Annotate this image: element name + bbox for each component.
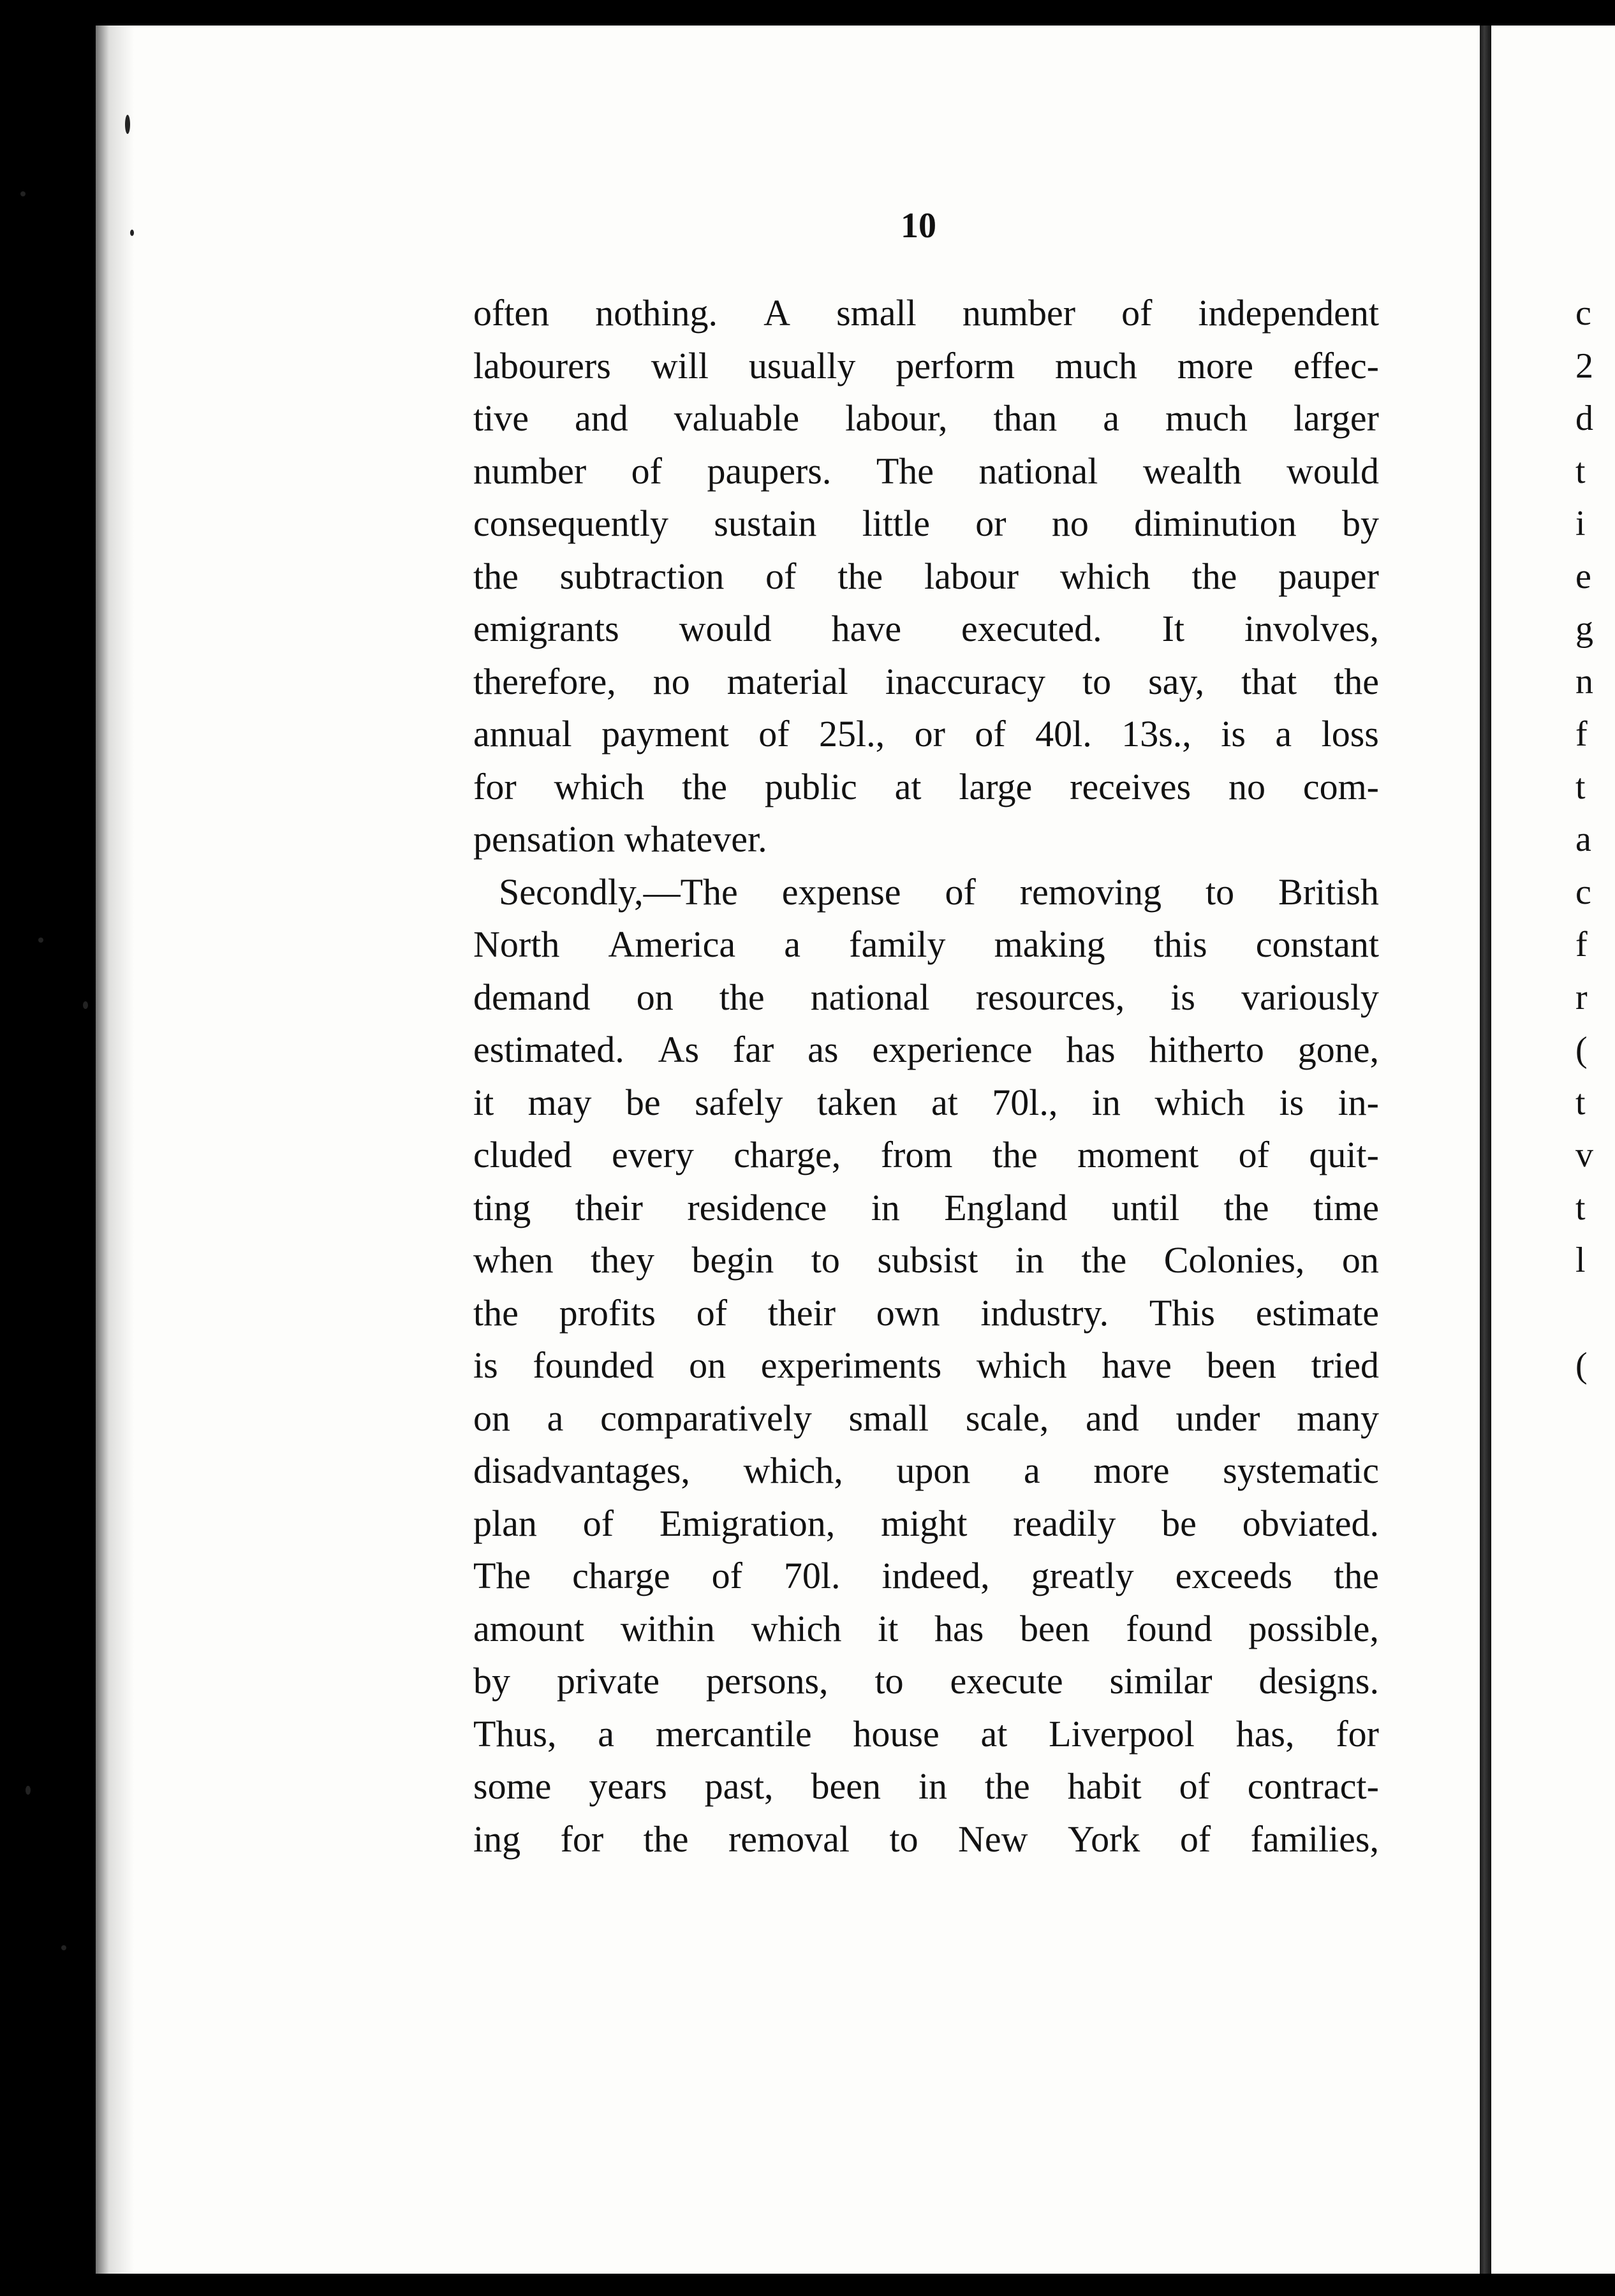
word: may	[527, 1081, 592, 1123]
word: making	[994, 924, 1105, 965]
word: at	[980, 1712, 1008, 1755]
word: mercantile	[655, 1712, 812, 1755]
word: within	[620, 1607, 715, 1649]
text-line	[473, 445, 1379, 498]
word: to	[874, 1660, 904, 1702]
word: charge,	[734, 1134, 841, 1175]
scan-speck	[83, 1001, 88, 1009]
word: perform	[896, 344, 1015, 386]
word: tried	[1311, 1344, 1379, 1386]
facing-page-fragment: c	[1575, 293, 1591, 333]
word: which	[751, 1607, 842, 1649]
facing-page-fragment	[1575, 1287, 1615, 1340]
word: receives	[1070, 765, 1191, 807]
text-line	[473, 1392, 1379, 1445]
page-number: 10	[901, 206, 936, 246]
facing-page-fragment: (	[1575, 1030, 1588, 1070]
word: small	[848, 1397, 929, 1439]
word: than	[993, 397, 1058, 439]
word: America	[608, 924, 736, 965]
word: obviated.	[1242, 1502, 1379, 1544]
text-line	[473, 761, 1379, 814]
facing-page-fragment: v	[1575, 1135, 1593, 1175]
facing-page-fragment: t	[1575, 451, 1586, 491]
facing-page-fragments	[1575, 287, 1615, 1392]
word: involves,	[1244, 608, 1379, 649]
word: national	[978, 450, 1098, 492]
word: independent	[1198, 292, 1379, 334]
word: 40l.	[1035, 713, 1092, 754]
facing-page-fragment: i	[1575, 504, 1586, 543]
text-line: pensation whatever.	[473, 818, 767, 860]
word: Liverpool	[1049, 1712, 1195, 1755]
word: large	[959, 765, 1033, 807]
word: private	[556, 1660, 660, 1702]
word: begin	[691, 1239, 774, 1281]
word: annual	[473, 713, 572, 754]
word: or	[975, 503, 1007, 544]
word: gone,	[1297, 1029, 1379, 1070]
word: some	[473, 1765, 552, 1807]
facing-page-fragment: c	[1575, 872, 1591, 912]
word: more	[1177, 344, 1253, 386]
word: on	[636, 976, 674, 1018]
word: a	[784, 924, 800, 965]
word: a	[1103, 397, 1120, 439]
text-line	[473, 1603, 1379, 1656]
text-line	[473, 708, 1379, 761]
text-line	[473, 866, 1379, 919]
word: experience	[872, 1029, 1033, 1070]
scan-speck	[130, 230, 134, 236]
word: the	[473, 555, 519, 597]
word: their	[575, 1186, 643, 1228]
word: by	[473, 1660, 510, 1702]
text-line	[473, 497, 1379, 550]
word: subtraction	[559, 555, 725, 597]
word: of	[1179, 1818, 1211, 1860]
word: 25l.,	[819, 713, 885, 754]
word: for	[560, 1818, 604, 1860]
word: 13s.,	[1121, 713, 1191, 754]
word: The	[876, 450, 934, 492]
word: own	[876, 1292, 940, 1334]
word: number	[962, 292, 1076, 334]
word: no	[653, 660, 690, 702]
word: cluded	[473, 1134, 572, 1175]
page-edge-shadow	[96, 26, 134, 2274]
word: has,	[1235, 1712, 1295, 1755]
word: Thus,	[473, 1712, 557, 1755]
text-line	[473, 340, 1379, 393]
text-line	[473, 550, 1379, 603]
word: subsist	[877, 1239, 978, 1281]
word: the	[992, 1134, 1038, 1175]
word: at	[931, 1081, 958, 1123]
word: which	[554, 765, 645, 807]
text-line	[473, 656, 1379, 709]
word: from	[880, 1134, 953, 1175]
word: plan	[473, 1502, 537, 1544]
word: is	[1221, 713, 1246, 754]
word: residence	[687, 1186, 827, 1228]
facing-page-fragment: e	[1575, 556, 1591, 596]
word: it	[878, 1607, 899, 1649]
word: to	[811, 1239, 840, 1281]
word: valuable	[674, 397, 800, 439]
word: therefore,	[473, 660, 616, 702]
word: material	[726, 660, 848, 702]
word: in	[1015, 1239, 1044, 1281]
word: far	[732, 1029, 774, 1070]
word: of	[711, 1555, 742, 1596]
word: constant	[1255, 924, 1379, 965]
word: a	[598, 1712, 615, 1755]
word: public	[764, 765, 857, 807]
word: the	[837, 555, 883, 597]
word: a	[1023, 1450, 1040, 1491]
word: payment	[601, 713, 729, 754]
word: the	[984, 1765, 1030, 1807]
facing-page-fragment: t	[1575, 1188, 1586, 1228]
word: been	[811, 1765, 881, 1807]
word: this	[1153, 924, 1207, 965]
word: quit-	[1309, 1134, 1379, 1175]
word: comparatively	[600, 1397, 812, 1439]
word: founded	[533, 1344, 654, 1386]
word: upon	[896, 1450, 971, 1491]
word: no	[1228, 765, 1265, 807]
word: has	[1066, 1029, 1116, 1070]
word: the	[1334, 660, 1379, 702]
word: number	[473, 450, 587, 492]
word: greatly	[1031, 1555, 1134, 1596]
word: often	[473, 292, 550, 334]
word: Emigration,	[659, 1502, 836, 1544]
word: of	[765, 555, 797, 597]
word: is	[1279, 1081, 1304, 1123]
facing-page-fragment: r	[1575, 977, 1588, 1017]
word: ing	[473, 1818, 521, 1860]
text-line	[473, 603, 1379, 656]
word: past,	[704, 1765, 774, 1807]
word: of	[631, 450, 662, 492]
text-line	[473, 1287, 1379, 1340]
word: industry.	[980, 1292, 1109, 1334]
word: will	[651, 344, 709, 386]
text-line	[473, 1339, 1379, 1392]
text-line	[473, 1024, 1379, 1077]
word: loss	[1321, 713, 1379, 754]
word: removing	[1019, 871, 1162, 913]
word: of	[696, 1292, 728, 1334]
word: has	[934, 1607, 984, 1649]
word: of	[758, 713, 790, 754]
word: much	[1055, 344, 1137, 386]
text-line	[473, 1498, 1379, 1550]
word: ting	[473, 1186, 531, 1228]
word: larger	[1293, 397, 1379, 439]
body-text	[473, 287, 1379, 1866]
word: of	[975, 713, 1006, 754]
word: been	[1206, 1344, 1276, 1386]
word: nothing.	[595, 292, 718, 334]
word: similar	[1109, 1660, 1213, 1702]
word: they	[591, 1239, 654, 1281]
word: national	[810, 976, 930, 1018]
word: on	[1341, 1239, 1379, 1281]
text-line	[473, 1445, 1379, 1498]
word: moment	[1077, 1134, 1199, 1175]
facing-page-fragment: g	[1575, 609, 1593, 649]
word: the	[719, 976, 765, 1018]
word: emigrants	[473, 608, 619, 649]
word: England	[944, 1186, 1068, 1228]
facing-page-fragment: a	[1575, 820, 1591, 859]
word: would	[679, 608, 772, 649]
word: and	[574, 397, 628, 439]
word: it	[473, 1081, 494, 1123]
word: of	[1121, 292, 1153, 334]
word: when	[473, 1239, 554, 1281]
facing-page-fragment: 2	[1575, 346, 1593, 386]
word: in-	[1338, 1081, 1379, 1123]
word: the	[1191, 555, 1237, 597]
word: families,	[1250, 1818, 1379, 1860]
word: time	[1313, 1186, 1379, 1228]
word: by	[1341, 503, 1379, 544]
word: estimated.	[473, 1029, 624, 1070]
word: much	[1165, 397, 1248, 439]
word: sustain	[714, 503, 817, 544]
word: have	[1102, 1344, 1172, 1386]
word: diminution	[1134, 503, 1297, 544]
word: exceeds	[1175, 1555, 1293, 1596]
word: disadvantages,	[473, 1450, 690, 1491]
word: scale,	[965, 1397, 1049, 1439]
word: have	[831, 608, 902, 649]
word: experiments	[760, 1344, 942, 1386]
word: would	[1287, 450, 1379, 492]
word: the	[473, 1292, 519, 1334]
text-line	[473, 1182, 1379, 1235]
facing-page-fragment: (	[1575, 1346, 1588, 1385]
word: be	[1161, 1502, 1197, 1544]
scan-speck	[38, 938, 43, 943]
word: Colonies,	[1163, 1239, 1305, 1281]
word: taken	[816, 1081, 897, 1123]
word: in	[1091, 1081, 1121, 1123]
word: their	[767, 1292, 836, 1334]
word: which	[976, 1344, 1067, 1386]
text-line	[473, 1655, 1379, 1708]
text-line	[473, 1129, 1379, 1182]
word: executed.	[961, 608, 1102, 649]
facing-page-fragment: d	[1575, 399, 1593, 438]
word: to	[1082, 660, 1112, 702]
word: for	[1336, 1712, 1379, 1755]
word: house	[853, 1712, 940, 1755]
word: every	[612, 1134, 694, 1175]
word: say,	[1148, 660, 1205, 702]
facing-page-fragment: f	[1575, 714, 1588, 754]
word: found	[1126, 1607, 1213, 1649]
word: resources,	[975, 976, 1125, 1018]
word: 70l.	[783, 1555, 841, 1596]
word: possible,	[1248, 1607, 1379, 1649]
word: of	[1238, 1134, 1269, 1175]
word: the	[1334, 1555, 1379, 1596]
word: is	[473, 1344, 498, 1386]
word: small	[836, 292, 917, 334]
scan-speck	[61, 1945, 66, 1950]
word: of	[582, 1502, 614, 1544]
word: might	[881, 1502, 968, 1544]
word: safely	[695, 1081, 783, 1123]
word: estimate	[1255, 1292, 1379, 1334]
word: to	[1205, 871, 1235, 913]
word: little	[862, 503, 931, 544]
word: consequently	[473, 503, 669, 544]
text-line	[473, 1550, 1379, 1603]
text-line	[473, 1813, 1379, 1866]
facing-page-fragment: t	[1575, 767, 1586, 807]
word: readily	[1013, 1502, 1116, 1544]
word: more	[1093, 1450, 1170, 1491]
word: under	[1176, 1397, 1260, 1439]
word: be	[625, 1081, 661, 1123]
word: that	[1241, 660, 1297, 702]
word: effec-	[1293, 344, 1379, 386]
word: New	[958, 1818, 1028, 1860]
facing-page-fragment: n	[1575, 661, 1593, 702]
word: and	[1085, 1397, 1139, 1439]
word: the	[1223, 1186, 1269, 1228]
scan-speck	[20, 191, 26, 196]
word: no	[1051, 503, 1089, 544]
text-line	[473, 1708, 1379, 1761]
word: the	[682, 765, 727, 807]
word: pauper	[1278, 555, 1379, 597]
word: contract-	[1247, 1765, 1379, 1807]
word: A	[763, 292, 790, 334]
text-line	[473, 1234, 1379, 1287]
word: indeed,	[881, 1555, 990, 1596]
word: which	[1154, 1081, 1246, 1123]
word: removal	[728, 1818, 850, 1860]
word: It	[1161, 608, 1184, 649]
word: a	[1275, 713, 1292, 754]
text-line	[473, 971, 1379, 1024]
word: the	[643, 1818, 689, 1860]
facing-page-fragment: f	[1575, 925, 1588, 964]
word: in	[918, 1765, 947, 1807]
word: paupers.	[707, 450, 832, 492]
word: This	[1149, 1292, 1216, 1334]
book-gutter	[1480, 26, 1491, 2274]
word: com-	[1302, 765, 1379, 807]
scan-speck	[125, 115, 130, 134]
word: labour	[924, 555, 1019, 597]
word: habit	[1067, 1765, 1142, 1807]
word: systematic	[1223, 1450, 1379, 1491]
word: Secondly,—The	[499, 871, 738, 913]
word: labour,	[845, 397, 948, 439]
facing-page-fragment: l	[1575, 1240, 1586, 1280]
word: profits	[559, 1292, 656, 1334]
word: amount	[473, 1607, 584, 1649]
word: variously	[1241, 976, 1379, 1018]
word: As	[658, 1029, 700, 1070]
word: which	[1059, 555, 1151, 597]
word: wealth	[1142, 450, 1242, 492]
text-line	[473, 918, 1379, 971]
word: expense	[781, 871, 901, 913]
word: until	[1111, 1186, 1180, 1228]
word: labourers	[473, 344, 611, 386]
text-line	[473, 287, 1379, 340]
word: in	[871, 1186, 900, 1228]
word: on	[689, 1344, 726, 1386]
word: a	[547, 1397, 564, 1439]
word: for	[473, 765, 517, 807]
word: to	[889, 1818, 918, 1860]
text-line	[473, 392, 1379, 445]
word: 70l.,	[992, 1081, 1058, 1123]
word: British	[1278, 871, 1379, 913]
word: on	[473, 1397, 510, 1439]
word: designs.	[1258, 1660, 1379, 1702]
word: inaccuracy	[885, 660, 1045, 702]
word: execute	[950, 1660, 1063, 1702]
word: been	[1020, 1607, 1090, 1649]
word: years	[589, 1765, 667, 1807]
word: charge	[572, 1555, 670, 1596]
word: is	[1170, 976, 1195, 1018]
word: which,	[743, 1450, 843, 1491]
word: North	[473, 924, 560, 965]
word: persons,	[705, 1660, 829, 1702]
word: of	[945, 871, 976, 913]
word: of	[1179, 1765, 1210, 1807]
word: the	[1081, 1239, 1127, 1281]
word: as	[808, 1029, 839, 1070]
word: many	[1297, 1397, 1379, 1439]
word: York	[1068, 1818, 1140, 1860]
word: at	[894, 765, 922, 807]
scan-speck	[26, 1786, 31, 1795]
facing-page-fragment: t	[1575, 1082, 1586, 1122]
text-line	[473, 1760, 1379, 1813]
word: The	[473, 1555, 531, 1596]
word: usually	[748, 344, 856, 386]
word: or	[914, 713, 945, 754]
word: hitherto	[1149, 1029, 1264, 1070]
word: demand	[473, 976, 591, 1018]
word: family	[849, 924, 946, 965]
text-line	[473, 1077, 1379, 1130]
word: tive	[473, 397, 529, 439]
